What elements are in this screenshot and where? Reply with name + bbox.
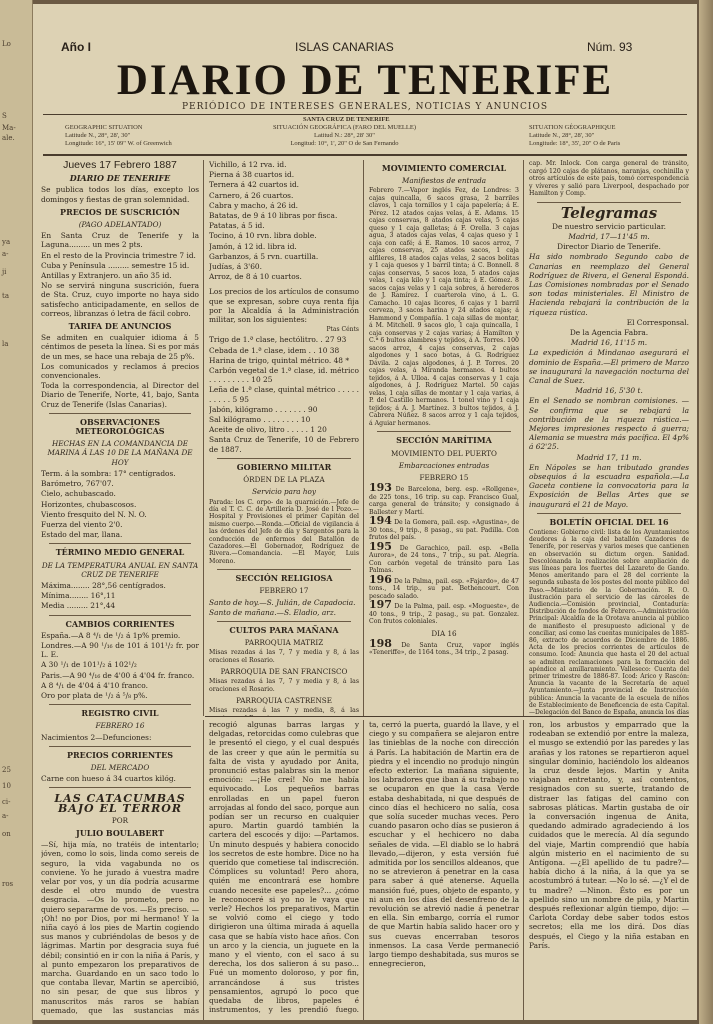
text-block: De nuestro servicio particular. xyxy=(552,221,666,231)
section-subheader: Manifiestos de entrada xyxy=(401,176,486,186)
margin-fragment: la xyxy=(2,340,9,348)
telegram-text: En el Senado se nombran comisiones. —Se confirma que se rebajará la contribución de la riqueza rústica.—Mejores impresiones respecto á guerra; Alemania se muestra más pacífica. El 4p% á 62'25. xyxy=(529,396,689,452)
text-block: Misas rezadas á las 7, 7 y media y 8, á las oraciones el Rosario. xyxy=(209,678,359,693)
text-block: Carne con hueso á 34 cuartos kilóg. xyxy=(41,774,176,784)
section-subheader: DEL MERCADO xyxy=(90,762,150,772)
year-label: Año I xyxy=(61,40,91,54)
feuilleton-text: ron, los arbustos y emparrado que la rodeaban se extendió por entre la maleza, el musgo se extendió por las paredes y las arañas y los ratones se repartieron aquel singular dominio, haciéndolo los aldeanos la cruz desde lejos. Martin y Anita viajaban entretanto, y, así contentos, resignados con su suerte, tratando de distraer las fatigas del camino con sabrosas pláticas. Martin gustaba de oír la conversación ingenua de Anita, quedando admirado agradeciendo á los cuidados que le merecía. Al día segundo del viaje, Martin comprendió que había algún misterio en el nacimiento de su Antígona. —¿El apellido de tu padre?—había dicho á la niña, á la que ya se acostumbró á tutear. —No lo sé. —¿Y el de tu madre? —Ninon. Ésto es por un apellido sino un nombre de pila, y Martin después reflexionar algún tiempo, dijo: —Carlota Corday debe saber todos estos secretos; ella me los dirá. Dos días después, el Ciego y la niña estaban en París. xyxy=(529,720,689,950)
article-line: Harina de trigo, quintal métrico. 48 * xyxy=(209,355,350,365)
margin-fragment: ci- xyxy=(2,798,11,806)
price-line: Carnero, á 26 cuartos. xyxy=(209,190,294,200)
newspaper-title: DIARIO DE TENERIFE xyxy=(116,57,614,104)
margin-fragment: ji xyxy=(2,268,7,276)
ship-entry: 194 De la Gomera, pail. esp. «Agustina», de 30 tons., 9 trip., 8 pasag., su pat. Padilla. Con frutos del país. xyxy=(369,514,519,542)
temp-line: Máxima........ 28°,56 centígrados. xyxy=(41,580,166,590)
margin-fragment: S xyxy=(2,112,7,120)
text-block: Madrid 16, 5'30 t. xyxy=(575,386,643,396)
newspaper-subtitle: PERIÓDICO DE INTERESES GENERALES, NOTICIAS Y ANUNCIOS xyxy=(182,102,548,112)
price-line: En el resto de la Provincia trimestre 7 id. xyxy=(41,250,196,260)
temp-line: Media ......... 21°,44 xyxy=(41,601,116,611)
section-header: GOBIERNO MILITAR xyxy=(236,461,332,472)
price-line: Judías, á 3'60. xyxy=(209,262,262,272)
section-subheader: MOVIMIENTO DEL PUERTO xyxy=(391,448,497,458)
text-block: Febrero 7.—Vapor inglés Fez, de Londres: 3 cajas quincalla, 6 sacos grasa, 2 barriles clavos, 1 caja tornillos y 1 caja papelería; á E. Pérez. 12 atados cajas velas, á E. Adams. 15 cajas conservas, 8 atados cajas velas, 5 cajas queso y 1 caja galletas; á F. Orella. 3 cajas agua, 3 atados cajas velas, 4 cajas queso y 1 caja con café; á E. Ramos. 10 sacos arroz, 7 cajas conservas, 25 atados sacos, 1 caja alfileres, 18 atados cajas velas, 2 sacos bolitas y 1 caja quesos y 1 barril tinta; á C. Bonnell. 8 cajas conservas, 5 sacos loza, 5 atados cajas velas, 1 caja kilo y 1 caja tinta; á E. Gómez. 8 sacos cajas velas y 1 caja sobres, á herederos de J. Ramírez. 1 cuarterola vino, á L. G. Camacho. 10 cajas licores, 6 cajas y 1 barril cerveza, 3 sacos harina y 24 atados cajas; á Hammond y Compañía. 1 caja sillas de montar, á M. Mitchell. 9 sacos glo, 1 caja quincalla, 1 caja conservas y 2 cajas varias; á Hamilton y C.ª 6 bultos alambres y tejidos, á A. Torres. 100 sacos arroz, 4 cajas conservas, 2 cajas algodones y 1 saco botas, á G. Rodríguez Dávila. 2 cajas algodones, á J. P. Torres. 20 cajas velas, á Miranda hermanos. 4 bultos tejidos, á A. Ulloa. 4 cajas conservas y 1 caja algodones, á J. Rodríguez Martel. 50 cajas velas, 1 caja sillas de montar y 1 caja varias, á P. del Castillo hermanos. 1 tonel vino y 1 caja tejidos; á A. J. Martínez. 3 bultos tejidos, á J. Cabrera Núñez. 8 sacos arroz y 1 caja tejidos, á Aguiar hermanos. xyxy=(369,187,519,427)
section-subheader: DIA 16 xyxy=(431,628,457,638)
telegram-text: En Nápoles se han tributado grandes obsequios á la escuadra española.—La Gaceta contiene la convocatoria para la Exposición de Bellas Artes que se inaugurará el 21 de Mayo. xyxy=(529,462,689,509)
article-line: Sal kilógramo . . . . . . . . 10 xyxy=(209,415,311,425)
section-subheader: FEBRERO 17 xyxy=(259,586,309,596)
price-line: Cuba y Península ......... semestre 15 id. xyxy=(41,260,190,270)
margin-fragment: 25 xyxy=(2,766,11,774)
telegrams-header: Telegramas xyxy=(560,203,658,222)
exchange-line: Paris.—A 90 ⁴/₁₆ de 4'00 á 4'04 fr. franco. xyxy=(41,670,195,680)
article-line: Jabón, kilógramo . . . . . . . 90 xyxy=(209,404,318,414)
text-block: Nacimientos 2—Defunciones: xyxy=(41,732,152,742)
feuilleton-text: recogió algunas barras largas y delgadas, retorcidas como culebras que le presentó el ciego, y el cual después de las creer y que aún le permitía su falta de vista y ayudado por Anita, pronunció estas palabras sin la menor emoción: —¡He creí! No me había equivocado. Los pequeños barras enrolladas en un papel fueron arrojadas al fondo del saco, porque aun podían ser un recurso en cualquier apuro. Martin guardó también la cartera del escocés y dijo: —Partamos. Un minuto después y habiera conocido los secretos de este hombre. Dice no ha querido que cometiese tal indiscreción. Cómplices su voluntad! Pero ahora, quién me encontrará ese hombre cuando necesite ese papeles?... ¿cómo le reconoceré si yo no le vaya que verle? Hechos los preparativos, Martin se volvió como el ciego y todo dirigieron una última mirada á aquella casa que se había visto hace años. Con un arco y la ciencia, un juguete en la mano y el viento, con el saco á su derecha, los dos salieron á su paso... Fué un momento doloroso, y por fin, arrancándose á sus tristes pensamientos, agrupó lo poco que quedaba de libros, papeles é instrumentos, y les prendió fuego. xyxy=(209,720,359,1015)
feuilleton-text: ta, cerró la puerta, guardó la llave, y el ciego y su compañera se alejaron entre las tinieblas de la noche con dirección á París. La habitación de Martin era de piedra y el incendio no produjo ningún efecto exterior. La mañana siguiente, los labradores que iban á su trabajo no se ocuparon en que la casa Verde estaba deshabitada, ni que después de cinco días el hechicero no salía, cosa que solía suceder muchas veces. Pero cuando pasaron ocho días se pusieron á escuchar y el hechicero no daba señales de vida. —El diablo se lo habrá llevado,—dijeron, y esta versión fué admitida por los sencillos aldeanos, que no se atrevieron á penetrar en la casa para saber á qué atenerse. Aquella mansión fué, pues, objeto de espanto, y ni aun en los días del desenfreno de la revolución se atrevió nadie á penetrar en ella. Sin embargo, corría el rumor de que Martin había salido hacer oro y sus cuevas encerraban tesoros inmensos. La casa Verde permaneció largo tiempo deshabitada, sus muros se ennegrecieron, xyxy=(369,720,519,969)
section-subheader: (PAGO ADELANTADO) xyxy=(78,220,162,230)
margin-fragment: a- xyxy=(2,250,9,258)
feuilleton-continued-1 xyxy=(209,720,359,1016)
adjacent-page-edge xyxy=(0,0,33,1024)
margin-fragment: on xyxy=(2,830,11,838)
section-subheader: HECHAS EN LA COMANDANCIA DE MARINA Á LAS 10 DE LA MAÑANA DE HOY xyxy=(47,439,193,467)
column-1 xyxy=(41,160,199,1016)
page-edge-right xyxy=(699,0,713,1024)
text-block: Se admiten en cualquier idioma á 5 céntimos de peseta la línea. Si es por más de un mes, se hace una rebaja de 25 p%. xyxy=(41,333,199,361)
section-header: CAMBIOS CORRIENTES xyxy=(65,618,175,629)
text-block: Madrid, 17—11'45 m. xyxy=(568,231,650,241)
feuilleton-author: JULIO BOULABERT xyxy=(76,827,164,838)
section-subheader: Embarcaciones entradas xyxy=(398,460,490,470)
price-line: Ternera á 42 cuartos id. xyxy=(209,180,300,190)
exchange-line: A 8 ⁴/₁ de 4'04 á 4'10 franco. xyxy=(41,680,148,690)
margin-fragment: ale. xyxy=(2,134,15,142)
text-block: cap. Mr. Inlock. Con carga general de tránsito, cargó 120 cajas de plátanos, naranjas, cochinilla y otros artículos de este país, tomó correspondencia y víveres y salió para Liverpool, despachado por Hamilton y Comp. xyxy=(529,160,689,197)
text-block: Parada: los C. orpo- de la guarnición.—Jefe de día el T. C. C. de Artillería D. José de l Pozo.—Hospital y Provisiones el primer Capitán del mismo cuerpo.—Ronda.—Oficial de vigilancia á las órdenes del Jefe de día y Sargentos para la conducción de enfermos del Batallón de Cazadores.—El Gobernador, Rodríguez de Rivera.—Comandancia. —El Mayor, Luis Moreno. xyxy=(209,498,359,565)
text-block: Santo de mañana.—S. Eladio, arz. xyxy=(209,607,337,617)
ship-entry: 198 De Santa Cruz, vapor inglés «Teneriffe», de 1164 tons., 34 trip., 2 pasag. xyxy=(369,636,519,657)
section-header: CULTOS PARA MAÑANA xyxy=(229,624,339,635)
masthead xyxy=(33,4,697,156)
article-line: Trigo de 1.ª clase, hectólitro. . 27 93 xyxy=(209,335,347,345)
section-subheader: DE LA TEMPERATURA ANUAL EN SANTA CRUZ DE TENERIFE xyxy=(41,560,199,579)
section-header: OBSERVACIONES METEOROLÓGICAS xyxy=(75,416,165,437)
margin-fragment: Lo xyxy=(2,40,11,48)
weather-line: Estado del mar, llana. xyxy=(41,530,123,540)
weather-line: Cielo, achubascado. xyxy=(41,489,116,499)
margin-fragment: Ma- xyxy=(2,124,16,132)
text-block: Director Diario de Tenerife. xyxy=(557,242,661,252)
section-header: SECCIÓN RELIGIOSA xyxy=(235,573,333,584)
column-3 xyxy=(369,160,519,716)
section-subheader: PARROQUIA DE SAN FRANCISCO xyxy=(220,667,348,677)
newspaper-page xyxy=(33,4,697,1020)
section-subheader: PARROQUIA MATRIZ xyxy=(244,638,324,648)
text-block: Contiene: Gobierno civil: lista de los Ayuntamientos deudores á la caja del batallón Cazadores de Tenerife, por reservas y varios meses que cantienen en observación su dictum orgen. Sanidad. Descolónanda la realización sobre ampliación de sus líneas para los fuertes del Lazareto de Gando. Menos ameritando para el 28 del corriente la segunda subasta de los postes del monte público del Paso.—Ministerio de la Gobernación. R. O. ilustración para el servicio de las cárceles de Audiencia.—Comisión provincial, Contaduría: Distribución de fondos de Febrero.—Administración Principal: Alcaldía de la Orotava anuncia al público de manifiesto el presupuesto adicional y de conciliar, así como las cuentas municipales de 1885-86, extracto de acuerdos de Diciembre de 1886. Acta de los precios corrientes de artículos de consumo. Icod: Anuncia que hasta el 20 del actual se admiten reclamaciones para la formación del apéndice al amillaramiento. Valleseco: Cuenta del primer trimestre de 1886-87. Icod: Arico y Rascón: Anuncia la vacante de la Secretaría de aquel Ayuntamiento.—Junta provincial de Instrucción pública: Anuncia la vacante de la escuela de niños de Establecimiento de Beneficencia de esta Capital.—Delegación del Banco de España, anuncia los días xyxy=(529,529,689,716)
price-line: Tocino, á 10 rvn. libra doble. xyxy=(209,231,317,241)
text-block: Misas rezadas á las 7, 7 y media y 8, á las oraciones el Rosario. xyxy=(209,649,359,664)
article-line: Aceite de olivo, litro . . . . . 1 20 xyxy=(209,425,327,435)
exchange-line: Londres.—A 90 ¹/₁₆ de 101 á 101¹/₂ fr. por L. E. xyxy=(41,640,199,660)
weather-line: Horizontes, chubascosos. xyxy=(41,499,137,509)
price-line: Cabra y macho, á 26 id. xyxy=(209,200,299,210)
article-line: Leña de 1.ª clase, quintal métrico . . . . . . . . . . 5 95 xyxy=(209,385,359,404)
price-line: Vichillo, á 12 rva. id. xyxy=(209,160,287,169)
exchange-line: España.—A 8 ⁴/₁ de ¹/₂ á 1p% premio. xyxy=(41,630,181,640)
section-header: DIARIO DE TENERIFE xyxy=(69,173,171,184)
text-block: Toda la correspondencia, al Director del Diario de Tenerife, Norte, 41, bajo, Santa Cruz de Tenerife (Islas Canarias). xyxy=(41,381,199,409)
price-line: Jamón, á 12 id. libra id. xyxy=(209,241,297,251)
section-header: REGISTRO CIVIL xyxy=(81,708,159,719)
text-block: Los precios de los artículos de consumo que se expresan, sobre cuya renta fija por la Alcaldía á la Administración militar, son los siguientes: xyxy=(209,287,359,325)
section-header: TÉRMINO MEDIO GENERAL xyxy=(55,547,185,558)
exchange-line: A 30 ¹/₁ de 101¹/₂ á 102¹/₂ xyxy=(41,660,137,670)
column-4 xyxy=(529,160,689,716)
geo-left: GEOGRAPHIC SITUATION Latitude N., 28°, 28', 30" Longitude: 16°, 15' 09" W. of Greenwich xyxy=(65,124,172,147)
city-label: SANTA CRUZ DE TENERIFE xyxy=(303,116,390,123)
price-line: Pierna á 38 cuartos id. xyxy=(209,170,295,180)
section-subheader: ÓRDEN DE LA PLAZA xyxy=(243,475,325,485)
ship-entry: 193 De Barcelona, berg. esp. «Rollgene», de 225 tons., 16 trip. su cap. Francisco Gual, carga general de tránsito; y consignado á Ballester y Martí. xyxy=(369,481,519,516)
price-line: En Santa Cruz de Tenerife y la Laguna......... un mes 2 pts. xyxy=(41,231,199,250)
place-label: ISLAS CANARIAS xyxy=(295,40,394,54)
margin-fragment: ta xyxy=(2,292,9,300)
temp-line: Mínima........ 16°,11 xyxy=(41,591,116,601)
ship-entry: 196 De la Palma, pail. esp. «Fajardo», de 47 tons., 14 trip., su pat. Bethencourt. Con pescado salado. xyxy=(369,572,519,600)
feuilleton-title: LAS CATACUMBAS BAJO EL TERROR xyxy=(54,792,186,815)
text-block: Se publica todos los días, excepto los domingos y fiestas de gran solemnidad. xyxy=(41,185,199,204)
text-block: Madrid 17, 11 m. xyxy=(576,452,642,462)
exchange-line: Oro por plata de ¹/₂ á ⁵/₈ p%. xyxy=(41,690,148,700)
geo-center: SITUACIÓN GEOGRÁFICA (FARO DEL MUELLE) Latitud N.: 28°, 28' 30" Longitud: 10°, 1', 20" O de San Fernando xyxy=(273,124,416,147)
section-header: MOVIMIENTO COMERCIAL xyxy=(381,163,507,173)
feuilleton-por: POR xyxy=(111,815,129,825)
section-header: BOLETÍN OFICIAL DEL 16 xyxy=(549,516,669,527)
price-line: Antillas y Extranjero. un año 35 id. xyxy=(41,271,172,281)
feuilleton-continued-3 xyxy=(529,720,689,1016)
section-header: PRECIOS DE SUSCRICIÓN xyxy=(60,206,180,217)
text-block: Los comunicados y reclamos á precios convencionales. xyxy=(41,361,199,381)
section-subheader: FEBRERO 15 xyxy=(419,473,469,483)
table-header: Ptas Cénts xyxy=(326,326,359,334)
margin-fragment: ya xyxy=(2,238,11,246)
geo-right: SITUATION GÉOGRAPHIQUE Latitude N., 28°, 28', 30" Longitude: 18°, 35', 20" O de Paris xyxy=(529,124,621,147)
text-block: El Corresponsal. xyxy=(626,317,689,327)
article-line: Cebada de 1.ª clase, idem . . 10 38 xyxy=(209,345,340,355)
section-header: PRECIOS CORRIENTES xyxy=(66,749,173,760)
ship-entry: 197 De la Palma, pail. esp. «Mogueste», de 40 tons., 9 trip., 2 pasag., su pat. Gonzalez. Con frutos coloniales. xyxy=(369,598,519,626)
price-line: Arroz, de 8 á 10 cuartos. xyxy=(209,272,302,282)
text-block: Santa Cruz de Tenerife, 10 de Febrero de 1887. xyxy=(209,435,359,454)
price-line: Garbanzos, á 5 rvn. cuartilla. xyxy=(209,251,319,261)
section-subheader: PARROQUIA CASTRENSE xyxy=(236,696,332,706)
ship-entry: 195 De Garachico, pail. esp. «Bella Aurora», de 24 tons., 7 trip., su pat. Alegría. Con carbón vegetal de tránsito para Las Palmas. xyxy=(369,539,519,575)
article-line: Carbón vegetal de 1.ª clase, id. métrico . . . . . . . . . 10 25 xyxy=(209,366,359,385)
telegram-text: La expedición á Mindanao asegurará el dominio de España.—El primero de Marzo se inaugurará la navegación nocturna del Canal de Suez. xyxy=(529,348,689,385)
price-line: Patatas, á 5 id. xyxy=(209,221,265,231)
price-line: Batatas, de 9 á 10 libras por fisca. xyxy=(209,211,338,221)
margin-fragment: a- xyxy=(2,812,9,820)
section-subheader: FEBRERO 16 xyxy=(95,721,145,731)
weather-line: Term. á la sombra: 17° centígrados. xyxy=(41,468,176,478)
issue-number: Núm. 93 xyxy=(587,40,633,54)
text-block: Madrid 16, 11'15 m. xyxy=(570,338,648,348)
issue-date: Jueves 17 Febrero 1887 xyxy=(63,160,177,171)
weather-line: Viento fresquito del N. N. O. xyxy=(41,509,147,519)
section-subheader: Servicio para hoy xyxy=(252,487,316,497)
margin-fragment: 10 xyxy=(2,782,11,790)
margin-fragment: ros xyxy=(2,880,14,888)
column-2 xyxy=(209,160,359,716)
text-block: De la Agencia Fabra. xyxy=(569,327,649,337)
telegram-text: Ha sido nombrado Segundo cabo de Canarias en reemplazo del General Rodríguez de Rivera, el General Espondá. Las Comisiones nombradas por el Senado son todas ministeriales. El Ministro de Hacienda rebajará la contribución de la riqueza rústica. xyxy=(529,252,689,317)
feuilleton-continued-2 xyxy=(369,720,519,1016)
price-line: No se servirá ninguna suscrición, fuera de Sta. Cruz, cuyo importe no haya sido satisfecho anticipadamente, en sellos de correos, libranzas ó letra de fácil cobro. xyxy=(41,281,199,318)
section-header: TARIFA DE ANUNCIOS xyxy=(68,321,172,332)
section-header: SECCIÓN MARÍTIMA xyxy=(396,435,492,446)
weather-line: Barómetro, 767'07. xyxy=(41,479,114,489)
text-block: Misas rezadas á las 7 y media, 8, á las xyxy=(209,707,359,715)
feuilleton-text: —Sí, hija mía, no tratéis de intentarlo; jóven, como lo sois, linda como sereis de seguro, la vida vagabunda no os conviene. Yo he jurado á vuestra madre velar por vos, y un día podría acusarme desde el otro mundo de vuestra desgracia. —Os lo prometo, pero no quiero separarme de vos. —Es preciso. —¡Oh! no por Dios, por mi hermano! Y la niña cayó á los pies de Martin cogiendo sus manos y cubriéndolas de besos y de lágrimas. Martin por desgracia suya fué débil; consintió en ir con la niña á París, y al punto empezaron los preparativos de marcha. Guardando en un saco todo lo que contaba llevar, Martin se apercibió, no sin pesar, de que sus libros y manuscritos más raros se habían quemado, que las sustancias más xyxy=(41,840,199,1015)
weather-line: Fuerza del viento 2'0. xyxy=(41,519,123,529)
text-block: Santo de hoy.—S. Julián, de Capadocia. xyxy=(209,597,356,607)
